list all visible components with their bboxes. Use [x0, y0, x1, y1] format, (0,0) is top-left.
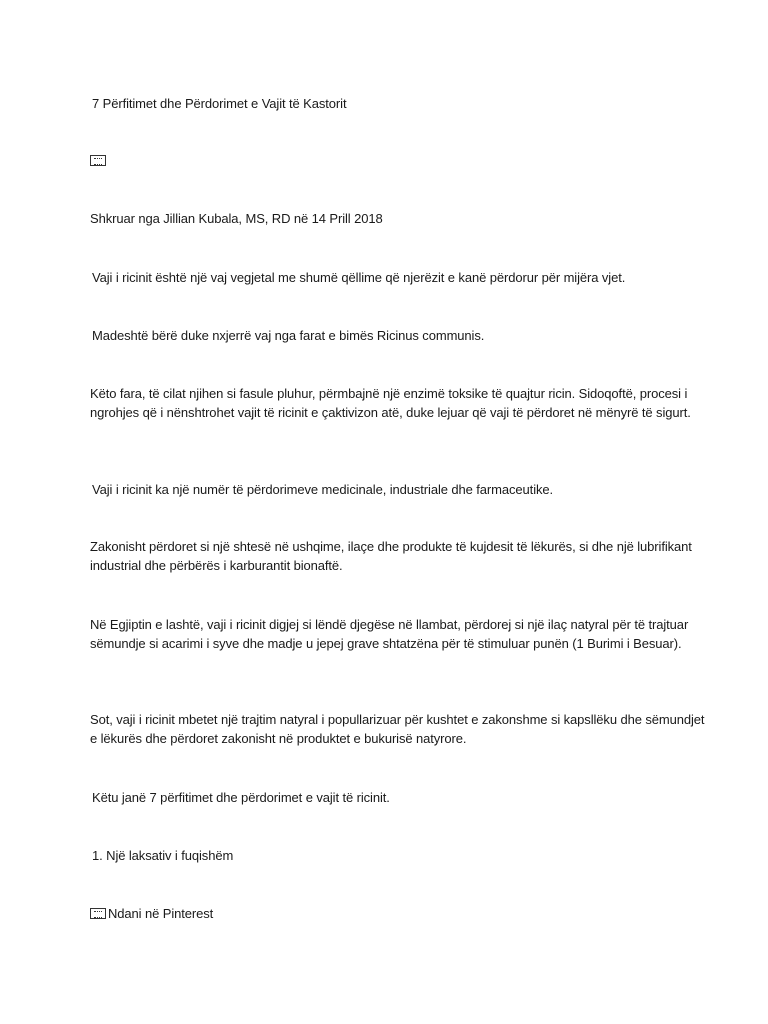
section-heading: 1. Një laksativ i fuqishëm — [92, 848, 234, 863]
byline: Shkruar nga Jillian Kubala, MS, RD në 14 Prill 2018 — [90, 211, 383, 226]
paragraph-4: Vaji i ricinit ka një numër të përdorimeve medicinale, industriale dhe farmaceutike. — [92, 482, 554, 497]
paragraph-5: Zakonisht përdoret si një shtesë në ushqime, ilaçe dhe produkte të kujdesit të lëkurës, si dhe një lubrifikant industrial dhe përbërës i karburantit bionaftë. — [90, 539, 692, 573]
paragraph-2: Madeshtë bërë duke nxjerrë vaj nga farat e bimës Ricinus communis. — [92, 328, 485, 343]
object-placeholder-icon — [90, 155, 106, 166]
paragraph-7: Sot, vaji i ricinit mbetet një trajtim natyral i popullarizuar për kushtet e zakonshme si kapsllëku dhe sëmundjet e lëkurës dhe përdoret zakonisht në produktet e bukurisë natyrore. — [90, 712, 705, 746]
object-placeholder-icon — [90, 908, 106, 919]
document-title: 7 Përfitimet dhe Përdorimet e Vajit të Kastorit — [92, 96, 347, 111]
paragraph-3: Këto fara, të cilat njihen si fasule pluhur, përmbajnë një enzimë toksike të quajtur ricin. Sidoqoftë, procesi i ngrohjes që i nënshtrohet vajit të ricinit e çaktivizon atë, duke lejuar që vaji të përdoret në mënyrë të sigurt. — [90, 386, 691, 420]
share-pinterest-link[interactable] — [90, 904, 690, 923]
object-placeholder-glyph — [90, 151, 690, 170]
paragraph-1: Vaji i ricinit është një vaj vegjetal me shumë qëllime që njerëzit e kanë përdorur për mijëra vjet. — [92, 270, 626, 285]
share-pinterest-label[interactable]: Ndani në Pinterest — [108, 906, 214, 921]
paragraph-8: Këtu janë 7 përfitimet dhe përdorimet e vajit të ricinit. — [92, 790, 390, 805]
paragraph-6: Në Egjiptin e lashtë, vaji i ricinit digjej si lëndë djegëse në llambat, përdorej si një ilaç natyral për të trajtuar sëmundje si acarimi i syve dhe madje u jepej grave shtatzëna për të stimuluar punën (1 Burimi i Besuar). — [90, 617, 689, 651]
